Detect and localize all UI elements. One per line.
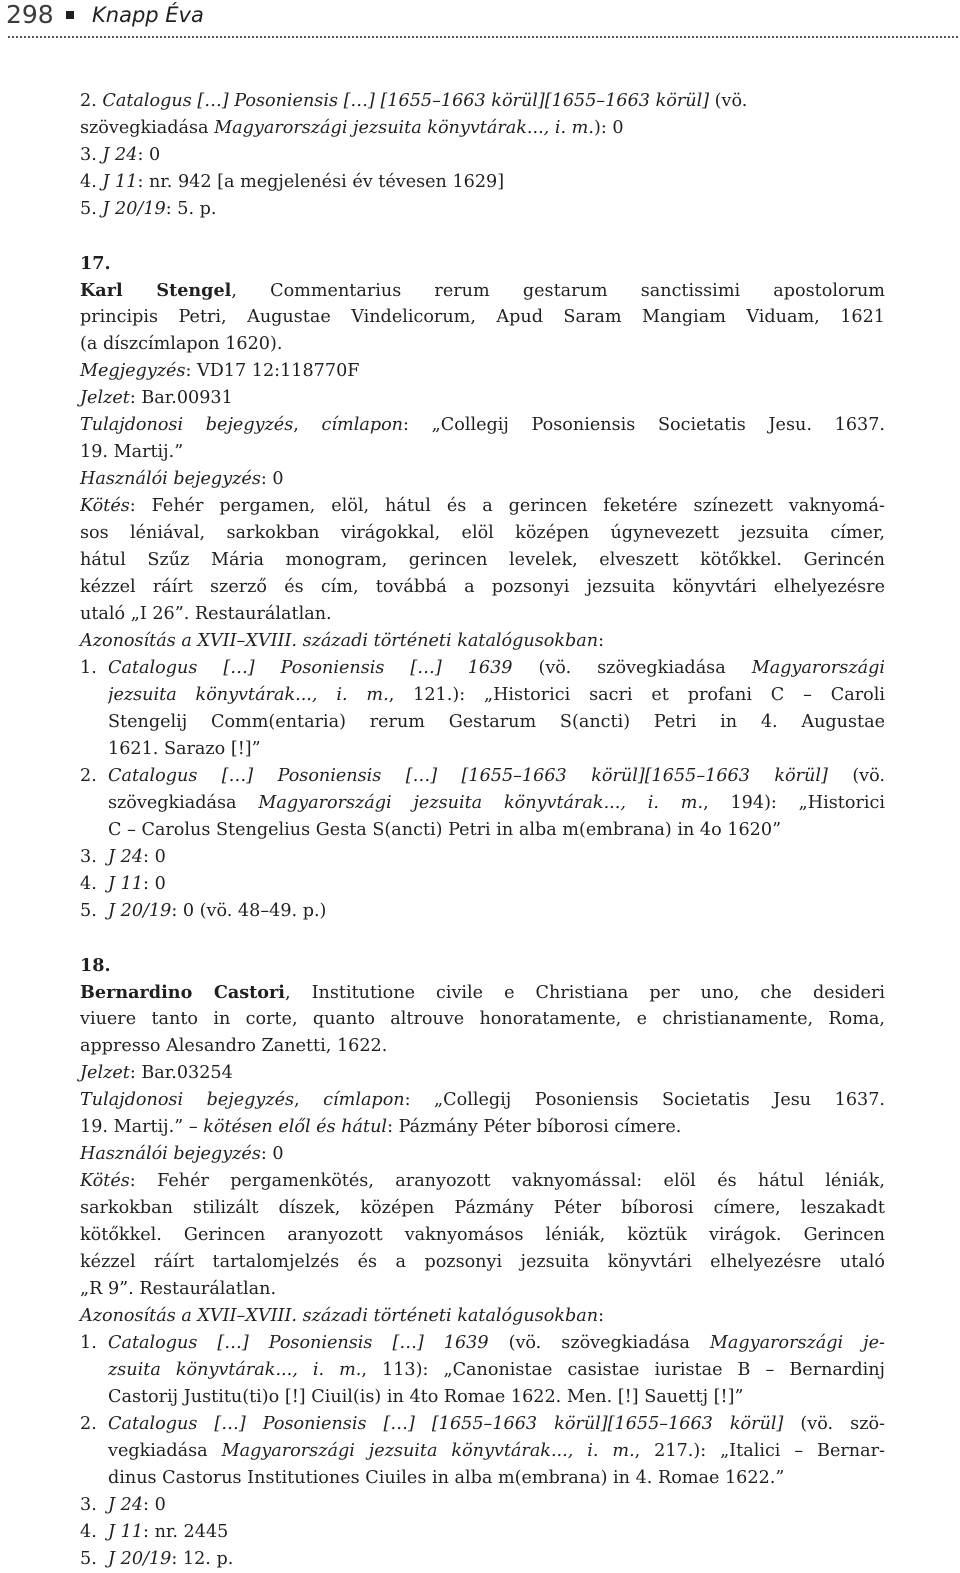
catalog-item: 1. Catalogus […] Posoniensis […] 1639 (vö. szövegkiadása Magyarországi [80,658,885,678]
binding-line: Kötés: Fehér pergamenkötés, aranyozott vaknyomással: elöl és hátul léniák, [80,1171,885,1191]
catalog-item: 1. Catalogus […] Posoniensis […] 1639 (vö. szövegkiadása Magyarországi je- [80,1333,885,1353]
list-item: 3. J 24: 0 [80,145,161,165]
list-item: 5. J 20/19: 5. p. [80,199,217,219]
list-item: 2. Catalogus […] Posoniensis […] [1655–1663 körül][1655–1663 körül] (vö. [80,91,748,111]
entry-title-line: appresso Alesandro Zanetti, 1622. [80,1036,388,1056]
catalog-item-continuation: Stengelij Comm(entaria) rerum Gestarum S(ancti) Petri in 4. Augustae [108,712,885,732]
entry-title-line: Karl Stengel, Commentarius rerum gestarum sanctissimi apostolorum [80,280,885,301]
list-item-continuation: szövegkiadása Magyarországi jezsuita könyvtárak..., i. m.): 0 [80,118,624,138]
catalog-item-continuation: 1621. Sarazo [!]” [108,739,261,759]
catalog-item-continuation: jezsuita könyvtárak..., i. m., 121.): „Historici sacri et profani C – Caroli [108,685,885,705]
note-line: Megjegyzés: VD17 12:118770F [80,361,360,381]
catalog-item: 5. J 20/19: 0 (vö. 48–49. p.) [80,901,327,921]
binding-line: sos léniával, sarkokban virágokkal, elöl középen úgynevezett jezsuita címer, [80,523,885,543]
catalog-item: 5. J 20/19: 12. p. [80,1549,234,1569]
document-body [80,88,885,1573]
catalog-item-continuation: szövegkiadása Magyarországi jezsuita könyvtárak..., i. m., 194): „Historici [108,793,885,813]
binding-line: kötőkkel. Gerincen aranyozott vaknyomásos léniák, köztük virágok. Gerincen [80,1225,885,1245]
catalog-item: 3. J 24: 0 [80,847,166,867]
page-number: 298 [6,0,54,29]
entry-number: 17. [80,253,111,274]
entry-title-line: (a díszcímlapon 1620). [80,334,283,354]
owner-note-line: Tulajdonosi bejegyzés, címlapon: „Collegij Posoniensis Societatis Jesu. 1637. [80,415,885,435]
identification-heading: Azonosítás a XVII–XVIII. századi történeti katalógusokban: [80,631,605,651]
catalog-item-continuation: vegkiadása Magyarországi jezsuita könyvtárak..., i. m., 217.): „Italici – Bernar- [108,1441,885,1461]
catalog-item-continuation: dinus Castorus Institutiones Ciuiles in alba m(embrana) in 4. Romae 1622.” [108,1468,785,1488]
entry-author: Karl Stengel [80,280,232,301]
catalog-item: 2. Catalogus […] Posoniensis […] [1655–1663 körül][1655–1663 körül] (vö. [80,766,885,786]
user-note-line: Használói bejegyzés: 0 [80,469,284,489]
binding-line: hátul Szűz Mária monogram, gerincen levelek, elveszett kötőkkel. Gerincén [80,550,885,570]
binding-line: kézzel ráírt szerző és cím, továbbá a pozsonyi jezsuita könyvtári elhelyezésre [80,577,885,597]
binding-line: kézzel ráírt tartalomjelzés és a pozsonyi jezsuita könyvtári elhelyezésre utaló [80,1252,885,1272]
catalog-item: 4. J 11: 0 [80,874,166,894]
owner-note-line: 19. Martij.” [80,442,184,462]
list-item: 4. J 11: nr. 942 [a megjelenési év tévesen 1629] [80,172,505,192]
binding-line: „R 9”. Restaurálatlan. [80,1279,277,1299]
entry-title-line: principis Petri, Augustae Vindelicorum, Apud Saram Mangiam Viduam, 1621 [80,307,885,327]
entry-number: 18. [80,955,111,976]
shelfmark-line: Jelzet: Bar.03254 [80,1063,233,1083]
identification-heading: Azonosítás a XVII–XVIII. századi történeti katalógusokban: [80,1306,605,1326]
catalog-item: 4. J 11: nr. 2445 [80,1522,229,1542]
catalog-item: 2. Catalogus […] Posoniensis […] [1655–1663 körül][1655–1663 körül] (vö. szö- [80,1414,885,1434]
square-bullet-icon [66,11,74,19]
header-divider [8,36,958,38]
catalog-item-continuation: Castorij Justitu(ti)o [!] Ciuil(is) in 4to Romae 1622. Men. [!] Sauettj [!]” [108,1387,744,1407]
binding-line: sarkokban stilizált díszek, középen Pázmány Péter bíborosi címere, leszakadt [80,1198,885,1218]
user-note-line: Használói bejegyzés: 0 [80,1144,284,1164]
owner-note-line: Tulajdonosi bejegyzés, címlapon: „Collegij Posoniensis Societatis Jesu 1637. [80,1090,885,1110]
catalog-item-continuation: C – Carolus Stengelius Gesta S(ancti) Petri in alba m(embrana) in 4o 1620” [108,820,782,840]
binding-line: Kötés: Fehér pergamen, elöl, hátul és a gerincen feketére színezett vaknyomá- [80,496,885,516]
shelfmark-line: Jelzet: Bar.00931 [80,388,233,408]
catalog-item: 3. J 24: 0 [80,1495,166,1515]
owner-note-line: 19. Martij.” – kötésen elől és hátul: Pázmány Péter bíborosi címere. [80,1117,682,1137]
entry-title-line: viuere tanto in corte, quanto altrouve honoratamente, e christianamente, Roma, [80,1009,885,1029]
page-header [0,0,960,40]
entry-author: Bernardino Castori [80,982,285,1003]
running-head: Knapp Éva [92,3,204,27]
binding-line: utaló „I 26”. Restaurálatlan. [80,604,332,624]
entry-title-line: Bernardino Castori, Institutione civile e Christiana per uno, che desideri [80,982,885,1003]
catalog-item-continuation: zsuita könyvtárak..., i. m., 113): „Canonistae casistae iuristae B – Bernardinj [108,1360,885,1380]
